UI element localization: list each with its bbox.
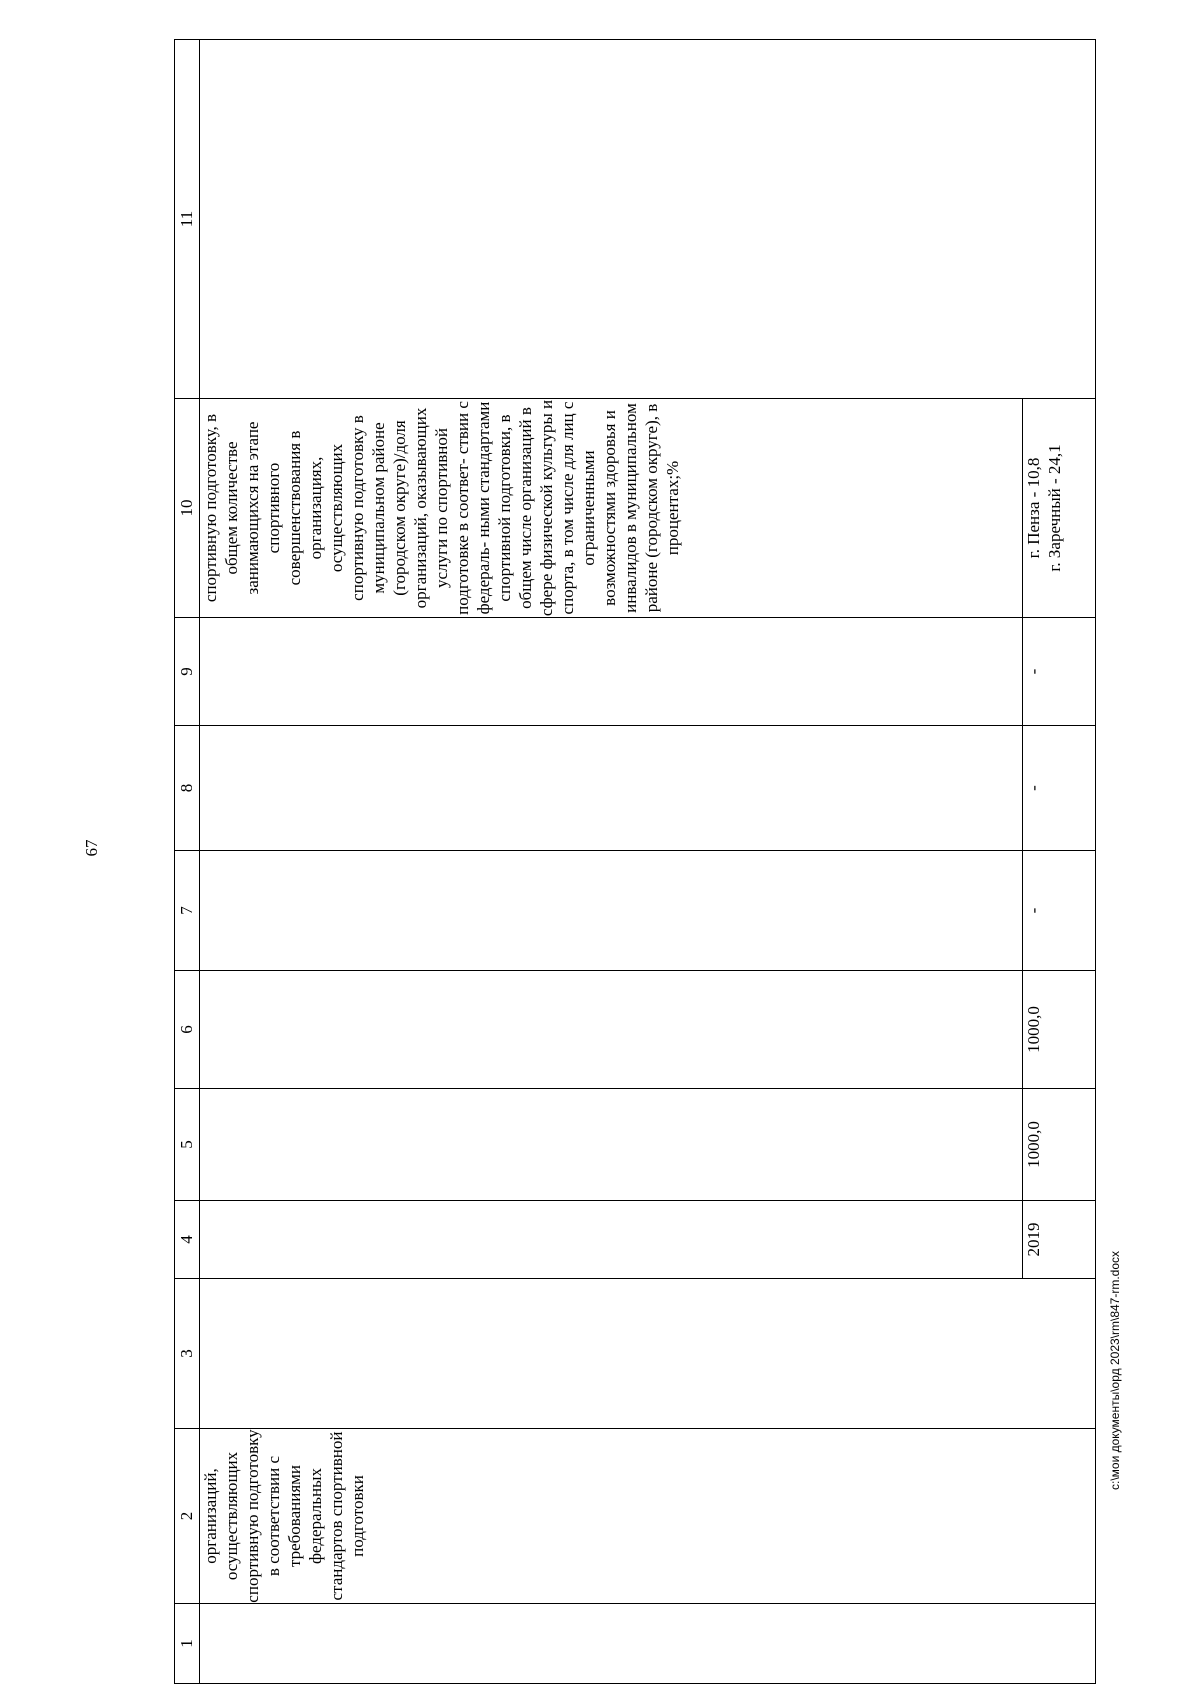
indicator-name-cell: организаций, осуществляющих спортивную подготовку в соответствии с требованиями федеральных стандартов спортивной подготовки xyxy=(200,1429,1096,1604)
header-cell: 5 xyxy=(175,1089,200,1201)
table-cell-3 xyxy=(200,1279,1096,1429)
data-table xyxy=(174,39,1096,1684)
header-cell: 2 xyxy=(175,1429,200,1604)
header-cell: 10 xyxy=(175,399,200,618)
table-cell-9 xyxy=(200,618,1023,726)
header-cell: 4 xyxy=(175,1201,200,1279)
header-cell: 9 xyxy=(175,618,200,726)
footer-file-path: c:\мои документы\орд 2023\rm\847-rm.docx xyxy=(1108,1250,1122,1490)
table-cell-8 xyxy=(200,726,1023,851)
header-row xyxy=(175,40,200,1684)
table-cell-1 xyxy=(200,1604,1096,1684)
target-values-cell xyxy=(1023,399,1096,618)
header-cell: 3 xyxy=(175,1279,200,1429)
value-cell-9: - xyxy=(1023,618,1096,726)
table-cell-4 xyxy=(200,1201,1023,1279)
table-cell-6 xyxy=(200,971,1023,1089)
table-cell-7 xyxy=(200,851,1023,971)
target-value-zarechny: г. Заречный - 24,1 xyxy=(1045,444,1064,572)
value-cell-8: - xyxy=(1023,726,1096,851)
table-cell-11 xyxy=(200,40,1096,399)
header-cell: 7 xyxy=(175,851,200,971)
year-cell: 2019 xyxy=(1023,1201,1096,1279)
table-row xyxy=(200,40,1023,1684)
header-cell: 11 xyxy=(175,40,200,399)
value-cell-5: 1000,0 xyxy=(1023,1089,1096,1201)
page-number: 67 xyxy=(82,839,101,857)
header-cell: 8 xyxy=(175,726,200,851)
header-cell: 6 xyxy=(175,971,200,1089)
indicator-description-cell: спортивную подготовку, в общем количестве занимающихся на этапе спортивного совершенствования в организациях, осуществляющих спортивную подготовку в муниципальном районе (городском округе)/доля организаций, оказывающих услуги по спортивной подготовке в соответ- ствии с федераль- ными стандартами спортивной подготовки, в общем числе организаций в сфере физической культуры и спорта, в том числе для лиц с ограниченными возможностями здоровья и инвалидов в муниципальном районе (городском округе), в процентах;% xyxy=(200,399,1023,618)
header-cell: 1 xyxy=(175,1604,200,1684)
table-cell-5 xyxy=(200,1089,1023,1201)
value-cell-7: - xyxy=(1023,851,1096,971)
value-cell-6: 1000,0 xyxy=(1023,971,1096,1089)
target-value-penza: г. Пенза - 10,8 xyxy=(1024,457,1043,559)
